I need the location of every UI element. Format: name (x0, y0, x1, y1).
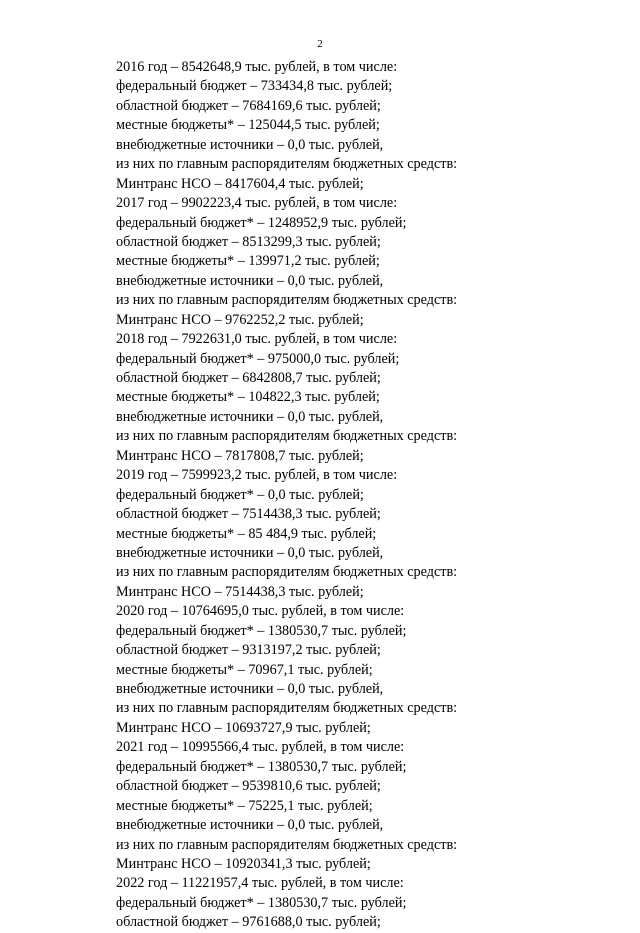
text-line: федеральный бюджет* – 975000,0 тыс. рублей; (116, 350, 400, 367)
text-line: федеральный бюджет* – 0,0 тыс. рублей; (116, 486, 364, 503)
text-line: Минтранс НСО – 9762252,2 тыс. рублей; (116, 311, 364, 328)
text-line: федеральный бюджет* – 1380530,7 тыс. рублей; (116, 758, 407, 775)
text-line: из них по главным распорядителям бюджетных средств: (116, 292, 458, 309)
text-line: областной бюджет – 9539810,6 тыс. рублей; (116, 778, 381, 795)
text-line: Минтранс НСО – 7514438,3 тыс. рублей; (116, 583, 364, 600)
text-line: областной бюджет – 7514438,3 тыс. рублей; (116, 506, 381, 523)
text-line: из них по главным распорядителям бюджетных средств: (116, 428, 458, 445)
text-line: из них по главным распорядителям бюджетных средств: (116, 564, 458, 581)
text-line: областной бюджет – 7684169,6 тыс. рублей; (116, 97, 381, 114)
text-line: федеральный бюджет* – 1248952,9 тыс. рублей; (116, 214, 407, 231)
text-line: областной бюджет – 9761688,0 тыс. рублей; (116, 914, 381, 931)
text-line: 2021 год – 10995566,4 тыс. рублей, в том числе: (116, 739, 405, 756)
text-line: Минтранс НСО – 8417604,4 тыс. рублей; (116, 175, 364, 192)
text-line: Минтранс НСО – 10920341,3 тыс. рублей; (116, 855, 371, 872)
text-line: Минтранс НСО – 7817808,7 тыс. рублей; (116, 447, 364, 464)
text-line: внебюджетные источники – 0,0 тыс. рублей, (116, 272, 384, 289)
text-line: из них по главным распорядителям бюджетных средств: (116, 700, 458, 717)
text-line: 2019 год – 7599923,2 тыс. рублей, в том числе: (116, 467, 398, 484)
page-number: 2 (317, 38, 323, 50)
text-line: областной бюджет – 6842808,7 тыс. рублей; (116, 370, 381, 386)
text-line: 2016 год – 8542648,9 тыс. рублей, в том числе: (116, 59, 398, 75)
text-line: из них по главным распорядителям бюджетных средств: (116, 156, 458, 173)
text-line: федеральный бюджет* – 1380530,7 тыс. рублей; (116, 622, 407, 639)
text-line: 2017 год – 9902223,4 тыс. рублей, в том числе: (116, 195, 398, 212)
text-line: областной бюджет – 8513299,3 тыс. рублей; (116, 233, 381, 250)
text-line: местные бюджеты* – 125044,5 тыс. рублей; (116, 117, 380, 134)
text-line: местные бюджеты* – 139971,2 тыс. рублей; (116, 253, 380, 270)
document-body (116, 58, 616, 933)
text-line: внебюджетные источники – 0,0 тыс. рублей, (116, 136, 384, 153)
text-line: 2018 год – 7922631,0 тыс. рублей, в том числе: (116, 331, 398, 348)
text-line: местные бюджеты* – 75225,1 тыс. рублей; (116, 797, 373, 814)
text-line: местные бюджеты* – 85 484,9 тыс. рублей; (116, 525, 377, 542)
text-line: внебюджетные источники – 0,0 тыс. рублей, (116, 817, 384, 834)
text-line: 2020 год – 10764695,0 тыс. рублей, в том числе: (116, 603, 405, 620)
text-line: внебюджетные источники – 0,0 тыс. рублей, (116, 544, 384, 561)
text-line: федеральный бюджет* – 1380530,7 тыс. рублей; (116, 894, 407, 911)
text-line: Минтранс НСО – 10693727,9 тыс. рублей; (116, 719, 371, 736)
text-line: федеральный бюджет – 733434,8 тыс. рублей; (116, 78, 393, 95)
text-line: местные бюджеты* – 70967,1 тыс. рублей; (116, 661, 373, 678)
text-line: областной бюджет – 9313197,2 тыс. рублей; (116, 642, 381, 659)
text-line: из них по главным распорядителям бюджетных средств: (116, 836, 458, 853)
text-line: внебюджетные источники – 0,0 тыс. рублей, (116, 681, 384, 697)
text-line: внебюджетные источники – 0,0 тыс. рублей, (116, 408, 384, 425)
text-line: местные бюджеты* – 104822,3 тыс. рублей; (116, 389, 380, 406)
text-line: 2022 год – 11221957,4 тыс. рублей, в том числе: (116, 875, 404, 892)
